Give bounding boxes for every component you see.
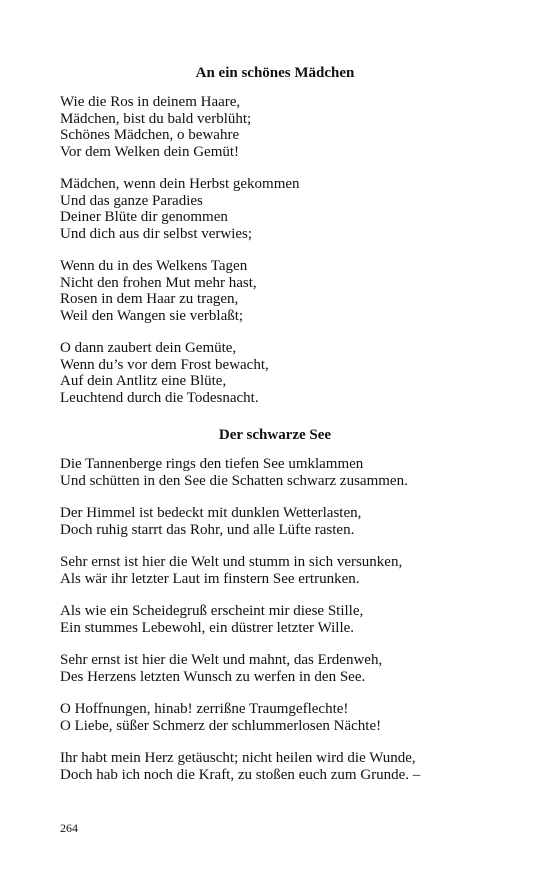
verse-line: Wenn du’s vor dem Frost bewacht, <box>60 356 269 373</box>
verse-line: Doch hab ich noch die Kraft, zu stoßen euch zum Grunde. – <box>60 766 421 783</box>
verse-line: Auf dein Antlitz eine Blüte, <box>60 373 227 389</box>
page-content <box>60 64 490 799</box>
poem-title: Der schwarze See <box>218 427 332 443</box>
verse-line: Weil den Wangen sie verblaßt; <box>60 307 244 324</box>
stanza <box>60 652 490 685</box>
verse-line: Nicht den frohen Mut mehr hast, <box>60 274 257 291</box>
stanza <box>60 258 490 324</box>
verse-line: Und das ganze Paradies <box>60 192 203 209</box>
verse-line: Des Herzens letzten Wunsch zu werfen in den See. <box>60 668 366 685</box>
verse-line: Mädchen, wenn dein Herbst gekommen <box>60 176 300 192</box>
stanza <box>60 505 490 538</box>
verse-line: Die Tannenberge rings den tiefen See umklammen <box>60 456 364 472</box>
poem-an-ein-schoenes-maedchen <box>60 64 490 406</box>
verse-line: Doch ruhig starrt das Rohr, und alle Lüfte rasten. <box>60 521 355 538</box>
stanza <box>60 603 490 636</box>
verse-line: O Hoffnungen, hinab! zerrißne Traumgeflechte! <box>60 701 349 717</box>
verse-line: Sehr ernst ist hier die Welt und mahnt, das Erdenweh, <box>60 652 383 668</box>
stanza <box>60 750 490 783</box>
verse-line: Wie die Ros in deinem Haare, <box>60 94 241 110</box>
stanza <box>60 340 490 406</box>
verse-line: Als wär ihr letzter Laut im finstern See ertrunken. <box>60 570 360 587</box>
verse-line: Und schütten in den See die Schatten schwarz zusammen. <box>60 472 408 489</box>
verse-line: Leuchtend durch die Todesnacht. <box>60 389 259 406</box>
poem-der-schwarze-see <box>60 426 490 783</box>
page-number: 264 <box>60 821 78 835</box>
stanza <box>60 701 490 734</box>
verse-line: Als wie ein Scheidegruß erscheint mir diese Stille, <box>60 603 364 619</box>
verse-line: Ihr habt mein Herz getäuscht; nicht heilen wird die Wunde, <box>60 750 416 766</box>
stanza <box>60 456 490 489</box>
verse-line: Deiner Blüte dir genommen <box>60 209 228 225</box>
verse-line: Rosen in dem Haar zu tragen, <box>60 291 239 307</box>
verse-line: O dann zaubert dein Gemüte, <box>60 340 237 356</box>
verse-line: Der Himmel ist bedeckt mit dunklen Wetterlasten, <box>60 505 362 521</box>
verse-line: O Liebe, süßer Schmerz der schlummerlosen Nächte! <box>60 717 382 734</box>
verse-line: Mädchen, bist du bald verblüht; <box>60 110 252 127</box>
stanza <box>60 176 490 242</box>
poem-title: An ein schönes Mädchen <box>195 65 355 81</box>
verse-line: Sehr ernst ist hier die Welt und stumm in sich versunken, <box>60 554 403 570</box>
verse-line: Und dich aus dir selbst verwies; <box>60 225 253 242</box>
verse-line: Ein stummes Lebewohl, ein düstrer letzter Wille. <box>60 619 355 636</box>
stanza <box>60 94 490 160</box>
stanza <box>60 554 490 587</box>
verse-line: Schönes Mädchen, o bewahre <box>60 127 240 143</box>
verse-line: Vor dem Welken dein Gemüt! <box>60 143 240 160</box>
verse-line: Wenn du in des Welkens Tagen <box>60 258 248 274</box>
